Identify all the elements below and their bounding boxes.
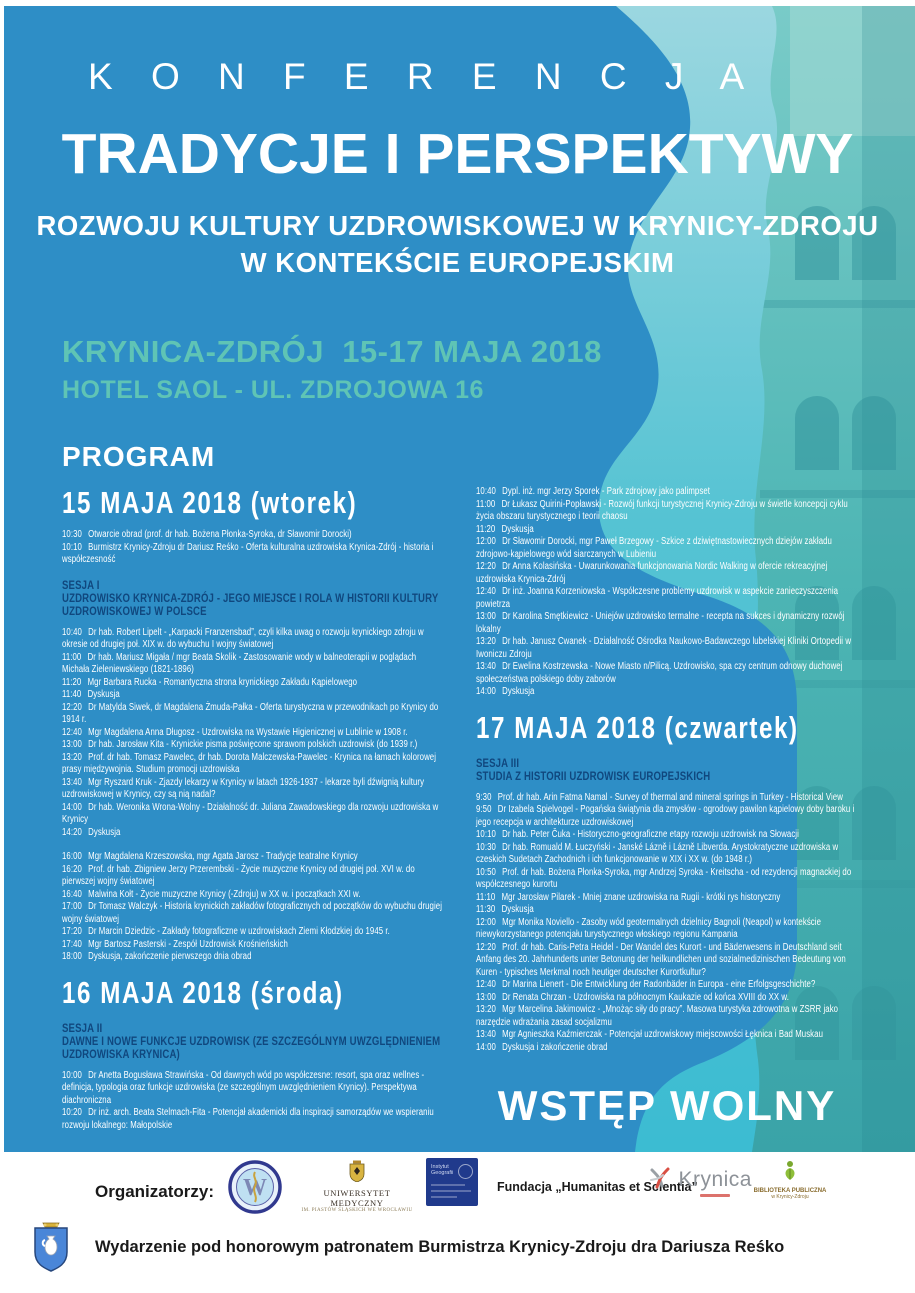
item-time: 10:30 [476, 841, 496, 853]
item-text: Otwarcie obrad (prof. dr hab. Bożena Płonka-Syroka, dr Sławomir Dorocki) [88, 529, 352, 541]
item-time: 16:40 [62, 888, 82, 900]
item-text: Dr hab. Mariusz Migała / mgr Beata Skolik - Zastosowanie wody w balneoterapii w poglądach Michała Zieleniewskiego (1821-1896) [62, 651, 417, 676]
university-name: UNIWERSYTET MEDYCZNY [323, 1188, 391, 1208]
program-item [62, 926, 444, 939]
conference-kicker: K O N F E R E N C J A [88, 56, 759, 97]
session-heading-line: STUDIA Z HISTORII UZDROWISK EUROPEJSKICH [476, 768, 711, 783]
program-item [476, 486, 858, 499]
program-label: PROGRAM [62, 441, 216, 472]
program-item [62, 864, 444, 889]
item-time: 14:00 [476, 686, 496, 697]
session-heading-line: DAWNE I NOWE FUNKCJE UZDROWISK (ZE SZCZEGÓLNYM UWZGLĘDNIENIEM UZDROWISKA KRYNICA) [62, 1033, 441, 1061]
item-text: Dr Marina Lienert - Die Entwicklung der Radonbäder in Europa - eine Erfolgsgeschichte? [502, 979, 816, 991]
program-item [62, 752, 444, 777]
item-text: Dyskusja, zakończenie pierwszego dnia obrad [88, 951, 252, 963]
item-time: 17:20 [62, 926, 82, 938]
item-text: Dr hab. Romuald M. Łuczyński - Janské Lázně i Lázně Libverda. Arystokratyczne uzdrowiska w czeskich Sudetach Zachodnich i ich funkcjonowanie w XIX i XX w. (do 1948 r.) [476, 841, 839, 866]
university-crest-icon [348, 1160, 366, 1182]
library-name: BIBLIOTEKA PUBLICZNA [753, 1188, 827, 1194]
program-item [476, 979, 858, 992]
program-item [476, 636, 858, 661]
poster-subtitle-line2: W KONTEKŚCIE EUROPEJSKIM [240, 247, 675, 278]
item-time: 13:40 [476, 1029, 496, 1041]
item-time: 13:40 [476, 661, 496, 672]
program-item [476, 561, 858, 586]
krynica-wordmark: Krynica [678, 1168, 752, 1191]
geography-institute-logo [426, 1158, 478, 1206]
program-item [62, 901, 444, 926]
program-item [476, 611, 858, 636]
item-time: 11:20 [476, 523, 496, 535]
program-item-group [62, 851, 444, 964]
item-time: 13:00 [62, 739, 82, 751]
program-item [62, 802, 444, 827]
item-time: 10:40 [62, 626, 82, 638]
item-text: Prof. dr hab. Caris-Petra Heidel - Der Wandel des Kurort - und Bäderwesens in Deutschland seit Anfang des 20. Jahrhunderts unter Betonung der heilkundlichen und sozialmedizinischen Bedeutung von Kuren - typisches Merkmal noch heutiger deutscher Kurortkultur? [476, 941, 846, 978]
item-time: 12:40 [476, 586, 496, 597]
program-column-right [476, 486, 858, 1054]
program-item [476, 524, 858, 537]
item-text: Mgr Marcelina Jakimowicz - „Mnożąc siły do pracy”. Masowa turystyka zdrowotna w ZSRR jako narzędzie wdrażania zasad socjalizmu [476, 1004, 839, 1028]
coat-of-arms-icon [33, 1222, 69, 1274]
item-text: Mgr Magdalena Anna Długosz - Uzdrowiska na Wystawie Higienicznej w Lublinie w 1908 r. [88, 726, 408, 738]
library-leaf-icon [780, 1160, 800, 1182]
program-item [62, 689, 444, 702]
item-time: 9:30 [476, 791, 492, 803]
krynica-tagline-mark [700, 1194, 730, 1197]
session-heading-line: SESJA II [62, 1020, 103, 1035]
program-item-group [62, 529, 444, 567]
item-text: Dr Marcin Dziedzic - Zakłady fotograficzne w uzdrowiskach Ziemi Kłodzkiej do 1945 r. [88, 926, 390, 938]
program-item [62, 529, 444, 542]
item-time: 12:20 [476, 561, 496, 572]
program-item [476, 586, 858, 611]
program-item [476, 1042, 858, 1055]
organizers-label: Organizatorzy: [95, 1182, 215, 1201]
item-time: 16:00 [62, 851, 82, 863]
foundation-logo: Fundacja „Humanitas et Scientia” [497, 1180, 698, 1194]
item-text: Mgr Ryszard Kruk - Zjazdy lekarzy w Krynicy w latach 1926-1937 - lekarze byli dźwignią kultury uzdrowiskowej w Krynicy, czy są nią nadal? [62, 776, 425, 801]
program-item [62, 951, 444, 964]
item-text: Mgr Barbara Rucka - Romantyczna strona krynickiego Zakładu Kąpielowego [87, 676, 358, 688]
program-item [476, 867, 858, 892]
session-heading-line: SESJA I [62, 577, 100, 592]
item-time: 12:40 [476, 979, 496, 991]
item-text: Dr inż. arch. Beata Stelmach-Fita - Potencjał akademicki dla inspiracji samorządów we wspieraniu rozwoju lokalnego: Małopolskie [62, 1107, 434, 1131]
item-time: 10:20 [62, 1107, 82, 1119]
footer [0, 1152, 915, 1293]
program-item [62, 851, 444, 864]
session-heading [476, 757, 858, 783]
item-time: 16:20 [62, 863, 82, 875]
item-time: 12:00 [476, 916, 496, 928]
item-text: Dr Ewelina Kostrzewska - Nowe Miasto n/Pilicą. Uzdrowisko, spa czy centrum odnowy duchowej społeczeństwa polskiego doby zaborów [476, 661, 843, 685]
program-item [476, 792, 858, 805]
day-heading: 16 MAJA 2018 (środa) [62, 974, 344, 1010]
program-item [476, 942, 858, 980]
session-heading-line: UZDROWISKO KRYNICA-ZDRÓJ - JEGO MIEJSCE I ROLA W HISTORII KULTURY UZDROWISKOWEJ W POLSCE [62, 590, 439, 618]
program-item [62, 702, 444, 727]
session-heading [62, 1022, 444, 1061]
item-text: Malwina Kołt - Życie muzyczne Krynicy (-Zdroju) w XX w. i początkach XXI w. [88, 888, 361, 900]
item-time: 14:20 [62, 826, 82, 838]
item-time: 13:40 [62, 776, 82, 788]
patronage-text: Wydarzenie pod honorowym patronatem Burmistrza Krynicy-Zdroju dra Dariusza Reśko [95, 1238, 785, 1256]
program-item [62, 727, 444, 740]
item-text: Dyskusja [502, 686, 535, 697]
item-text: Mgr Bartosz Pasterski - Zespół Uzdrowisk Krośnieńskich [88, 938, 288, 950]
program-column-left [62, 486, 444, 1132]
krynica-logo [648, 1166, 758, 1192]
day-heading: 15 MAJA 2018 (wtorek) [62, 485, 358, 520]
item-time: 10:10 [476, 829, 496, 841]
krynica-mark-icon [648, 1166, 674, 1192]
program-item [62, 1070, 444, 1108]
item-time: 10:40 [476, 486, 496, 497]
poster-title: TRADYCJE I PERSPEKTYWY [61, 122, 854, 186]
university-seal-icon [228, 1160, 282, 1214]
program-item [476, 917, 858, 942]
session-heading-line: SESJA III [476, 755, 520, 770]
program-item [476, 536, 858, 561]
item-time: 10:00 [62, 1069, 82, 1081]
medical-university-seal-logo [228, 1160, 282, 1219]
item-text: Dyskusja [501, 523, 534, 535]
item-text: Dr hab. Weronika Wrona-Wolny - Działalność dr. Juliana Zawadowskiego dla rozwoju uzdrowiska w Krynicy [62, 801, 439, 826]
item-time: 12:20 [476, 941, 496, 953]
item-text: Dyskusja [87, 689, 120, 701]
program-item-group [476, 792, 858, 1055]
program-item [476, 1004, 858, 1029]
program-item [476, 686, 858, 699]
item-time: 10:50 [476, 866, 496, 878]
item-text: Dr Karolina Smętkiewicz - Uniejów uzdrowisko termalne - recepta na sukces i dynamiczny rozwój lokalny [476, 611, 845, 635]
item-text: Dr Matylda Siwek, dr Magdalena Żmuda-Pałka - Oferta turystyczna w przewodnikach po Krynicy do 1914 r. [62, 701, 439, 726]
item-text: Dr Łukasz Quirini-Popławski - Rozwój funkcji turystycznej Krynicy-Zdroju w świetle koncepcji cyklu życia obszaru turystycznego i teorii chaosu [476, 498, 848, 522]
item-time: 12:00 [476, 536, 496, 547]
session-heading [62, 579, 444, 618]
item-time: 13:20 [476, 636, 496, 647]
program-item [62, 542, 444, 567]
university-subname: IM. PIASTÓW ŚLĄSKICH WE WROCŁAWIU [301, 1208, 413, 1213]
item-time: 11:00 [62, 651, 82, 663]
item-time: 13:00 [476, 611, 496, 622]
poster-subtitle-line1: ROZWOJU KULTURY UZDROWISKOWEJ W KRYNICY-ZDROJU [36, 210, 879, 241]
item-text: Dr Renata Chrzan - Uzdrowiska na północnym Kaukazie od końca XVIII do XX w. [502, 991, 789, 1003]
item-time: 13:00 [476, 991, 496, 1003]
library-location: w Krynicy-Zdroju [771, 1194, 809, 1200]
globe-icon [458, 1164, 473, 1179]
svg-text:W: W [243, 1175, 267, 1201]
item-time: 17:00 [62, 901, 82, 913]
item-text: Dyskusja i zakończenie obrad [502, 1041, 608, 1053]
item-text: Dr Anna Kolasińska - Uwarunkowania funkcjonowania Nordic Walking w ofercie rekreacyjnej uzdrowiska Krynica-Zdrój [476, 561, 828, 585]
item-time: 10:10 [62, 541, 82, 553]
item-text: Prof. dr hab. Bożena Płonka-Syroka, mgr Andrzej Syroka - Kreitscha - od rezydencji magnackiej do współczesnego kurortu [476, 866, 852, 891]
item-text: Dr Anetta Bogusława Strawińska - Od dawnych wód po współczesne: resort, spa oraz wellnes - definicja, typologia oraz funkcje uzdrowiska (ze szczególnym uwzględnieniem Krynicy). Perspektywa diachroniczna [62, 1069, 425, 1106]
program-item [476, 499, 858, 524]
item-time: 14:00 [62, 801, 82, 813]
item-time: 18:00 [62, 951, 82, 963]
program-item [62, 739, 444, 752]
item-text: Mgr Agnieszka Kaźmierczak - Potencjał uzdrowiskowy miejscowości Łęknica i Bad Muskau [502, 1029, 824, 1041]
item-text: Dr Tomasz Walczyk - Historia krynickich zakładów fotograficznych od początków do wybuchu drugiej wojny światowej [62, 901, 443, 925]
item-time: 13:20 [62, 751, 82, 763]
program-item [476, 992, 858, 1005]
item-text: Dr hab. Robert Lipelt - „Karpacki Franzensbad”, czyli kilka uwag o rozwoju krynickiego zdroju w okresie od drugiej poł. XIX w. do wybuchu I wojny światowej [62, 626, 424, 651]
item-text: Burmistrz Krynicy-Zdroju dr Dariusz Reśko - Oferta kulturalna uzdrowiska Krynica-Zdrój - historia i współczesność [62, 541, 434, 566]
program-item [62, 677, 444, 690]
item-text: Dr Izabela Spielvogel - Pogańska świątynia dla zmysłów - ogrodowy pawilon kąpielowy doby baroku i jego recepcja w architekturze uzdrowiskowej [476, 804, 855, 828]
item-time: 9:50 [476, 804, 492, 816]
item-text: Mgr Magdalena Krzeszowska, mgr Agata Jarosz - Tradycje teatralne Krynicy [88, 851, 358, 863]
program-item-group [62, 1070, 444, 1133]
item-time: 17:40 [62, 938, 82, 950]
program-item [476, 1029, 858, 1042]
program-item-group [62, 627, 444, 840]
program-item [62, 889, 444, 902]
item-time: 14:00 [476, 1041, 496, 1053]
item-time: 11:20 [62, 676, 82, 688]
free-admission-banner: WSTĘP WOLNY [497, 1082, 837, 1129]
program-item [62, 627, 444, 652]
item-time: 12:20 [62, 701, 82, 713]
institute-name: Instytut Geografii [431, 1164, 454, 1176]
item-time: 12:40 [62, 726, 82, 738]
item-text: Prof. dr hab. Zbigniew Jerzy Przerembski - Życie muzyczne Krynicy od drugiej poł. XVI w. do pierwszej wojny światowej [62, 863, 415, 888]
item-time: 11:10 [476, 891, 496, 903]
program-item [476, 842, 858, 867]
krynica-coat-of-arms [33, 1222, 69, 1279]
item-text: Dr Sławomir Dorocki, mgr Paweł Brzegowy - Szkice z dziwiętnastowiecznych dziejów zakładu zdrojowo-kąpielowego wód siarczanych w Lubieniu [476, 536, 832, 560]
program-item [62, 1107, 444, 1132]
item-time: 11:00 [476, 498, 496, 510]
item-text: Dypl. inż. mgr Jerzy Sporek - Park zdrojowy jako palimpset [502, 486, 710, 497]
item-time: 11:30 [476, 904, 496, 916]
program-item [476, 904, 858, 917]
venue-address: HOTEL SAOL - UL. ZDROJOWA 16 [62, 376, 484, 404]
public-library-logo [745, 1160, 835, 1200]
item-text: Dr inż. Joanna Korzeniowska - Współczesne problemy uzdrowisk w aspekcie zanieczyszczenia powietrza [476, 586, 839, 610]
item-time: 10:30 [62, 529, 82, 541]
item-time: 11:40 [62, 689, 82, 701]
program-item [476, 892, 858, 905]
program-item [476, 661, 858, 686]
item-text: Prof. dr hab. Tomasz Pawelec, dr hab. Dorota Malczewska-Pawelec - Krynica na łamach kolorowej prasy międzywojnia. Studium promocji uzdrowiska [62, 751, 437, 776]
program-item [62, 652, 444, 677]
item-text: Mgr Monika Noviello - Zasoby wód geotermalnych dzielnicy Bagnoli (Neapol) w kontekście niewykorzystanego potencjału turystycznego włoskiego regionu Kampania [476, 916, 822, 941]
item-text: Dyskusja [88, 826, 121, 838]
program-item [62, 777, 444, 802]
item-text: Dr hab. Jarosław Kita - Krynickie pisma poświęcone sprawom polskich uzdrowisk (do 1939 r.) [88, 739, 418, 751]
item-text: Dr hab. Peter Čuka - Historyczno-geograficzne etapy rozwoju uzdrowisk na Słowacji [502, 829, 799, 841]
item-text: Mgr Jarosław Pilarek - Mniej znane uzdrowiska na Rugii - krótki rys historyczny [501, 891, 781, 903]
venue-date: KRYNICA-ZDRÓJ 15-17 MAJA 2018 [62, 334, 602, 369]
item-time: 13:20 [476, 1004, 496, 1016]
program-item [476, 804, 858, 829]
item-text: Dr hab. Janusz Cwanek - Działalność Ośrodka Naukowo-Badawczego lubelskiej Kliniki Ortopedii w Iwoniczu Zdroju [476, 636, 852, 660]
program-item-group [476, 486, 858, 699]
medical-university-logo [298, 1160, 416, 1213]
item-text: Dyskusja [501, 904, 534, 916]
program-item [476, 829, 858, 842]
day-heading: 17 MAJA 2018 (czwartek) [476, 709, 799, 745]
item-text: Prof. dr hab. Arin Fatma Namal - Survey of thermal and mineral springs in Turkey - Historical View [497, 791, 843, 803]
program-item [62, 827, 444, 840]
program-item [62, 939, 444, 952]
